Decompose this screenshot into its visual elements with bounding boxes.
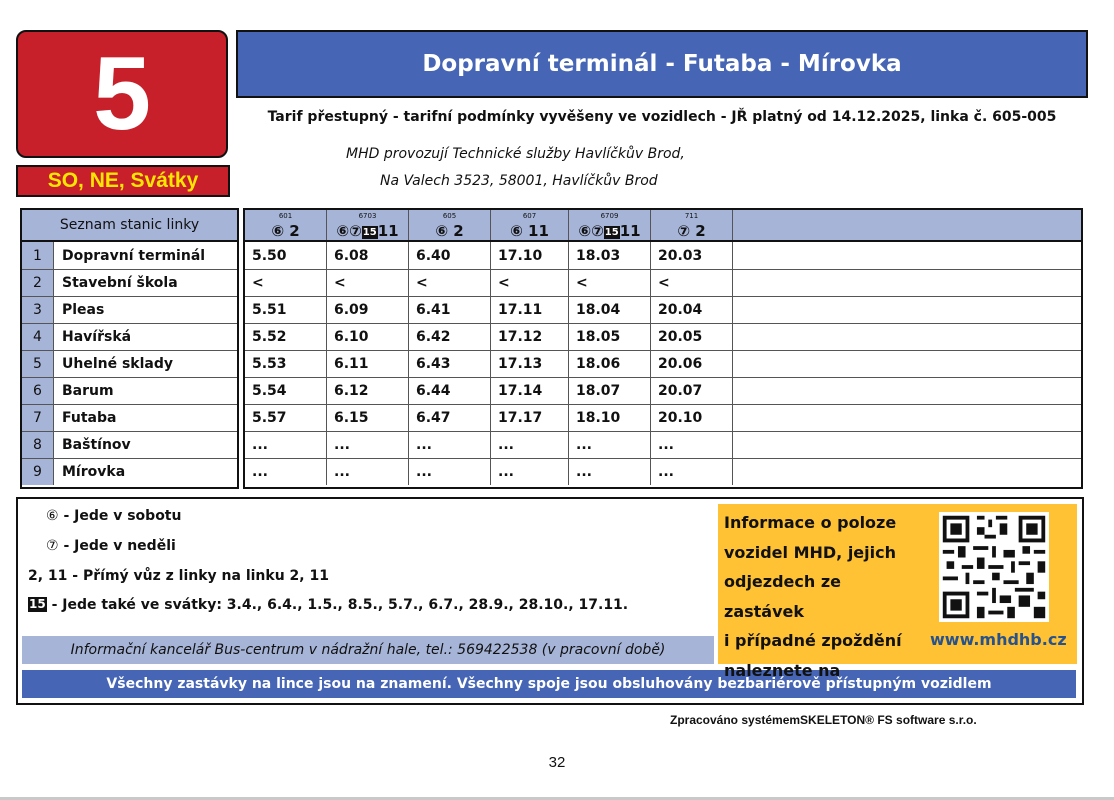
- route-title-bar: [236, 30, 1088, 98]
- timetable-row: [245, 269, 1081, 296]
- connection-line: 11: [619, 222, 641, 240]
- departure-time: 5.52: [245, 324, 327, 350]
- trip-number: 605: [442, 212, 457, 220]
- station-list-header: Seznam stanic linky: [22, 210, 237, 242]
- departure-time: 6.10: [327, 324, 409, 350]
- departure-time: 6.40: [409, 242, 491, 269]
- departure-time: ...: [651, 432, 733, 458]
- saturday-text: - Jede v sobotu: [63, 508, 182, 524]
- station-name: Mírovka: [62, 464, 126, 480]
- trip-number: 607: [522, 212, 537, 220]
- trip-number: 711: [684, 212, 699, 220]
- departure-time: 17.17: [491, 405, 569, 431]
- mhd-url-link[interactable]: www.mhdhb.cz: [930, 630, 1067, 649]
- departure-time: 17.10: [491, 242, 569, 269]
- legend-sunday: [46, 538, 176, 554]
- departure-time: 6.11: [327, 351, 409, 377]
- empty-cell: [733, 297, 1081, 323]
- trip-symbols: [569, 222, 650, 240]
- departure-time: 6.43: [409, 351, 491, 377]
- day-symbols: ⑥: [435, 222, 449, 240]
- departure-time: 17.13: [491, 351, 569, 377]
- legend-holidays: [28, 597, 628, 613]
- departure-time: 6.08: [327, 242, 409, 269]
- holiday-text: - Jede také ve svátky: 3.4., 6.4., 1.5., 8.5., 5.7., 6.7., 28.9., 28.10., 17.11.: [51, 597, 629, 613]
- route-title: Dopravní terminál - Futaba - Mírovka: [422, 51, 902, 77]
- trip-header: [491, 210, 569, 240]
- empty-cell: [733, 405, 1081, 431]
- day-symbols: ⑦: [677, 222, 691, 240]
- departure-time: 18.04: [569, 297, 651, 323]
- day-symbols: ⑥: [510, 222, 523, 240]
- departure-time: ...: [569, 432, 651, 458]
- departure-time: 6.15: [327, 405, 409, 431]
- timetable-row: [245, 323, 1081, 350]
- station-row: [22, 404, 237, 431]
- holiday-badge: 15: [362, 227, 377, 238]
- departure-time: 17.11: [491, 297, 569, 323]
- operator-line-2: Na Valech 3523, 58001, Havlíčkův Brod: [380, 173, 658, 189]
- mhd-info-line: Informace o poloze: [724, 513, 897, 532]
- departure-time: 5.57: [245, 405, 327, 431]
- timetable-body: [245, 242, 1081, 485]
- departure-time: 5.54: [245, 378, 327, 404]
- station-name: Uhelné sklady: [62, 356, 174, 372]
- page-number: 32: [548, 754, 566, 771]
- holiday-badge: 15: [604, 227, 619, 238]
- departure-time: 20.03: [651, 242, 733, 269]
- departure-time: ...: [327, 432, 409, 458]
- timetable-row: [245, 296, 1081, 323]
- departure-time: 17.12: [491, 324, 569, 350]
- trip-header: [409, 210, 491, 240]
- line-number: 5: [93, 36, 151, 152]
- departure-time: 18.10: [569, 405, 651, 431]
- trip-header: [651, 210, 733, 240]
- timetable-row: [245, 458, 1081, 485]
- timetable-row: [245, 350, 1081, 377]
- station-row: [22, 377, 237, 404]
- departure-time: 6.41: [409, 297, 491, 323]
- trip-symbols: [651, 222, 732, 240]
- day-symbols: ⑥: [271, 222, 285, 240]
- departure-time: <: [569, 270, 651, 296]
- empty-cell: [733, 270, 1081, 296]
- empty-header-cell: [733, 210, 1081, 240]
- station-row: [22, 350, 237, 377]
- departure-time: ...: [245, 432, 327, 458]
- timetable-row: [245, 242, 1081, 269]
- service-days-label: SO, NE, Svátky: [47, 169, 199, 192]
- service-days-box: [16, 165, 230, 197]
- empty-cell: [733, 351, 1081, 377]
- departure-time: 6.12: [327, 378, 409, 404]
- empty-cell: [733, 378, 1081, 404]
- station-number: 3: [22, 297, 54, 323]
- station-number: 1: [22, 242, 54, 269]
- departure-time: ...: [569, 459, 651, 485]
- connection-line: 11: [377, 222, 399, 240]
- mhd-info-box: [718, 504, 1077, 680]
- info-office-bar: Informační kancelář Bus-centrum v nádražní hale, tel.: 569422538 (v pracovní době): [22, 636, 714, 664]
- station-name: Pleas: [62, 302, 105, 318]
- departure-time: 20.05: [651, 324, 733, 350]
- departure-time: <: [409, 270, 491, 296]
- trip-symbols: [245, 222, 326, 240]
- station-name: Stavební škola: [62, 275, 178, 291]
- departure-time: ...: [409, 459, 491, 485]
- station-number: 7: [22, 405, 54, 431]
- station-name: Baštínov: [62, 437, 131, 453]
- departure-time: ...: [491, 459, 569, 485]
- station-row: [22, 269, 237, 296]
- trip-number: 6709: [600, 212, 619, 220]
- operator-line-1: MHD provozují Technické služby Havlíčkův Brod,: [346, 146, 685, 162]
- departure-time: <: [491, 270, 569, 296]
- mhd-info-line: vozidel MHD, jejich: [724, 542, 896, 562]
- tariff-text: Tarif přestupný - tarifní podmínky vyvěšeny ve vozidlech - JŘ platný od 14.12.2025, linka č. 605-005: [267, 109, 1057, 125]
- mhd-info-line: i případné zpoždění: [724, 631, 902, 650]
- station-name: Dopravní terminál: [62, 247, 206, 264]
- empty-cell: [733, 459, 1081, 485]
- departure-time: 18.03: [569, 242, 651, 269]
- departure-time: 18.05: [569, 324, 651, 350]
- station-row: [22, 458, 237, 485]
- saturday-symbol: ⑥: [46, 508, 59, 524]
- station-name: Barum: [62, 383, 114, 399]
- trip-symbols: [491, 222, 568, 240]
- notice-bar: Všechny zastávky na lince jsou na znamení. Všechny spoje jsou obsluhovány bezbariérově přístupným vozidlem: [22, 670, 1076, 698]
- mhd-info-text: [724, 508, 924, 685]
- departure-time: 20.10: [651, 405, 733, 431]
- timetable-header: [245, 210, 1081, 242]
- sunday-text: - Jede v neděli: [63, 538, 176, 554]
- departure-time: 18.06: [569, 351, 651, 377]
- trip-number: 601: [278, 212, 293, 220]
- departure-time: 5.51: [245, 297, 327, 323]
- station-number: 8: [22, 432, 54, 458]
- connection-line: 11: [528, 222, 549, 240]
- trip-header: [245, 210, 327, 240]
- departure-time: ...: [245, 459, 327, 485]
- station-row: [22, 323, 237, 350]
- footer-processed-by: Zpracováno systémemSKELETON® FS software s.r.o.: [670, 713, 977, 727]
- legend-saturday: [46, 508, 181, 524]
- line-number-box: [16, 30, 228, 158]
- departure-time: 20.07: [651, 378, 733, 404]
- departure-time: 20.04: [651, 297, 733, 323]
- departure-time: 6.42: [409, 324, 491, 350]
- timetable-row: [245, 377, 1081, 404]
- trip-symbols: [409, 222, 490, 240]
- departure-time: ...: [409, 432, 491, 458]
- day-symbols: ⑥⑦: [578, 222, 604, 240]
- timetable-grid: [243, 208, 1083, 489]
- holiday-badge: 15: [29, 597, 46, 611]
- trip-number: 6703: [358, 212, 377, 220]
- station-name: Havířská: [62, 329, 132, 345]
- departure-time: ...: [651, 459, 733, 485]
- departure-time: 6.09: [327, 297, 409, 323]
- station-name: Futaba: [62, 410, 117, 426]
- station-number: 4: [22, 324, 54, 350]
- connection-line: 2: [453, 222, 464, 240]
- station-number: 6: [22, 378, 54, 404]
- timetable-row: [245, 431, 1081, 458]
- empty-cell: [733, 242, 1081, 269]
- station-number: 2: [22, 270, 54, 296]
- departure-time: <: [651, 270, 733, 296]
- connection-line: 2: [289, 222, 300, 240]
- station-number: 9: [22, 459, 54, 485]
- departure-time: <: [245, 270, 327, 296]
- sunday-symbol: ⑦: [46, 538, 59, 554]
- legend-direct-car: 2, 11 - Přímý vůz z linky na linku 2, 11: [28, 568, 329, 584]
- departure-time: 5.50: [245, 242, 327, 269]
- departure-time: 6.47: [409, 405, 491, 431]
- mhd-info-line: odjezdech ze zastávek: [724, 572, 842, 621]
- departure-time: 5.53: [245, 351, 327, 377]
- departure-time: <: [327, 270, 409, 296]
- empty-cell: [733, 324, 1081, 350]
- station-list-body: [22, 242, 237, 485]
- departure-time: 20.06: [651, 351, 733, 377]
- station-row: [22, 431, 237, 458]
- station-row: [22, 296, 237, 323]
- departure-time: ...: [491, 432, 569, 458]
- station-row: [22, 242, 237, 269]
- qr-code-icon[interactable]: [938, 512, 1050, 622]
- connection-line: 2: [695, 222, 706, 240]
- departure-time: 6.44: [409, 378, 491, 404]
- departure-time: 17.14: [491, 378, 569, 404]
- trip-symbols: [327, 222, 408, 240]
- day-symbols: ⑥⑦: [336, 222, 362, 240]
- trip-header: [569, 210, 651, 240]
- timetable-row: [245, 404, 1081, 431]
- departure-time: 18.07: [569, 378, 651, 404]
- trip-header: [327, 210, 409, 240]
- mhd-info-line: naleznete na: [724, 660, 841, 680]
- departure-time: ...: [327, 459, 409, 485]
- empty-cell: [733, 432, 1081, 458]
- station-number: 5: [22, 351, 54, 377]
- station-list: [20, 208, 239, 489]
